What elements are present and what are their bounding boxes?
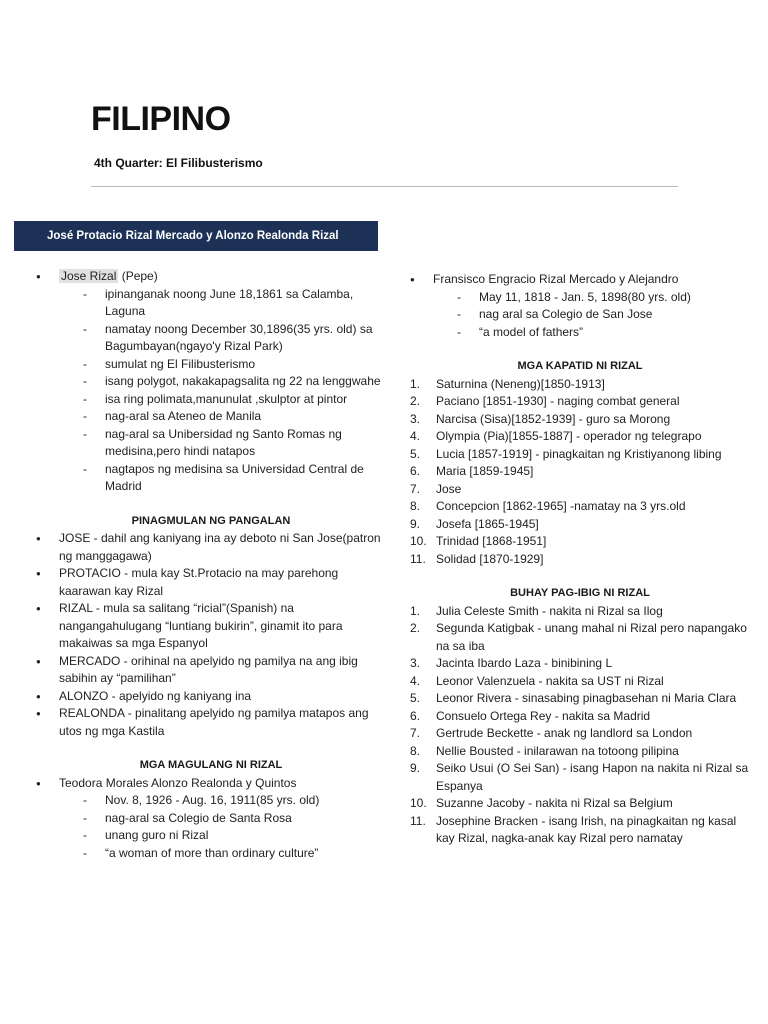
list-item: 1. Saturnina (Neneng)[1850-1913] [410, 376, 605, 391]
mother-facts [59, 792, 386, 862]
page-title: FILIPINO [91, 100, 231, 138]
list-item: 4. Olympia (Pia)[1855-1887] - operador ng telegrapo [410, 429, 702, 443]
fact-item: - isa ring polimata,manunulat ,skulptor at pintor [59, 391, 386, 409]
fact-item: - nagtapos ng medisina sa Universidad Central de Madrid [59, 461, 386, 496]
list-item: 5. Leonor Rivera - sinasabing pinagbasehan ni Maria Clara [410, 691, 737, 705]
list-item: 11. Josephine Bracken - isang Irish, na pinagkaitan ng kasal kay Rizal, nagka-anak kay Rizal pero namatay [410, 813, 737, 845]
list-item: 7. Jose [410, 481, 462, 496]
list-item: 2. Segunda Katigbak - unang mahal ni Rizal pero napangako na sa iba [410, 621, 747, 653]
fact-item: - ipinanganak noong June 18,1861 sa Calamba, Laguna [59, 286, 386, 321]
siblings-heading: MGA KAPATID NI RIZAL [517, 360, 643, 372]
siblings-list [410, 376, 750, 569]
list-item: 8. Concepcion [1862-1965] -namatay na 3 yrs.old [410, 499, 686, 513]
list-item: 4. Leonor Valenzuela - nakita sa UST ni Rizal [410, 673, 664, 688]
page-subtitle: 4th Quarter: El Filibusterismo [94, 156, 263, 170]
fact-item: - namatay noong December 30,1896(35 yrs. old) sa Bagumbayan(ngayo'y Rizal Park) [59, 321, 386, 356]
origin-heading: PINAGMULAN NG PANGALAN [131, 514, 291, 527]
list-item: 11. Solidad [1870-1929] [410, 551, 544, 566]
fact-item: - “a woman of more than ordinary culture” [59, 845, 386, 863]
list-item: 10. Suzanne Jacoby - nakita ni Rizal sa Belgium [410, 796, 673, 810]
parents-heading: MGA MAGULANG NI RIZAL [139, 759, 283, 771]
list-item: 1. Julia Celeste Smith - nakita ni Rizal sa Ilog [410, 603, 663, 618]
fact-item: - isang polygot, nakakapagsalita ng 22 na lenggwahe [59, 373, 386, 391]
origin-item: ● MERCADO - orihinal na apelyido ng pamilya na ang ibig sabihin ay “pamilihan” [36, 653, 386, 688]
list-item: 7. Gertrude Beckette - anak ng landlord sa London [410, 726, 693, 740]
origin-item: ● JOSE - dahil ang kaniyang ina ay deboto ni San Jose(patron ng manggagawa) [36, 530, 386, 565]
left-column [36, 268, 386, 862]
fact-item: - nag-aral sa Colegio de Santa Rosa [59, 810, 386, 828]
list-item: 6. Consuelo Ortega Rey - nakita sa Madrid [410, 708, 651, 723]
fact-item: - “a model of fathers” [433, 324, 750, 342]
fact-item: - nag aral sa Colegio de San Jose [433, 306, 750, 324]
origin-item: ● ALONZO - apelyido ng kaniyang ina [36, 688, 386, 706]
list-item: 8. Nellie Bousted - inilarawan na totoong pilipina [410, 743, 679, 758]
list-item: 9. Josefa [1865-1945] [410, 516, 539, 531]
list-item: 10. Trinidad [1868-1951] [410, 534, 547, 548]
fact-item: - Nov. 8, 1926 - Aug. 16, 1911(85 yrs. old) [59, 792, 386, 810]
fact-item: - sumulat ng El Filibusterismo [59, 356, 386, 374]
section-banner: José Protacio Rizal Mercado y Alonzo Realonda Rizal [14, 221, 378, 251]
fact-item: - nag-aral sa Unibersidad ng Santo Romas ng medisina,pero hindi natapos [59, 426, 386, 461]
right-column [410, 271, 750, 848]
love-heading: BUHAY PAG-IBIG NI RIZAL [510, 587, 650, 599]
fact-item: - May 11, 1818 - Jan. 5, 1898(80 yrs. old) [433, 289, 750, 307]
list-item: 9. Seiko Usui (O Sei San) - isang Hapon na nakita ni Rizal sa Espanya [410, 761, 749, 793]
origin-item: ● RIZAL - mula sa salitang “ricial”(Spanish) na nangangahulugang “luntiang bukirin”, ginamit ito para makaiwas sa mga Espanyol [36, 600, 386, 653]
love-list [410, 603, 750, 848]
highlighted-name: Jose Rizal [61, 269, 117, 283]
father-entry: ● Fransisco Engracio Rizal Mercado y Alejandro [410, 271, 750, 289]
fact-item: - nag-aral sa Ateneo de Manila [59, 408, 386, 426]
list-item: 3. Jacinta Ibardo Laza - binibining L [410, 656, 613, 670]
nickname: (Pepe) [118, 269, 158, 283]
mother-entry: ● Teodora Morales Alonzo Realonda y Quintos [36, 775, 386, 793]
origin-item: ● PROTACIO - mula kay St.Protacio na may parehong kaarawan kay Rizal [36, 565, 386, 600]
list-item: 6. Maria [1859-1945] [410, 464, 534, 478]
list-item: 3. Narcisa (Sisa)[1852-1939] - guro sa Morong [410, 411, 671, 426]
list-item: 5. Lucia [1857-1919] - pinagkaitan ng Kristiyanong libing [410, 446, 722, 461]
list-item: 2. Paciano [1851-1930] - naging combat general [410, 394, 680, 408]
divider [91, 186, 678, 187]
rizal-entry [36, 268, 386, 286]
rizal-facts [59, 286, 386, 496]
fact-item: - unang guro ni Rizal [59, 827, 386, 845]
origin-item: ● REALONDA - pinalitang apelyido ng pamilya matapos ang utos ng mga Kastila [36, 705, 386, 740]
father-facts [433, 289, 750, 342]
